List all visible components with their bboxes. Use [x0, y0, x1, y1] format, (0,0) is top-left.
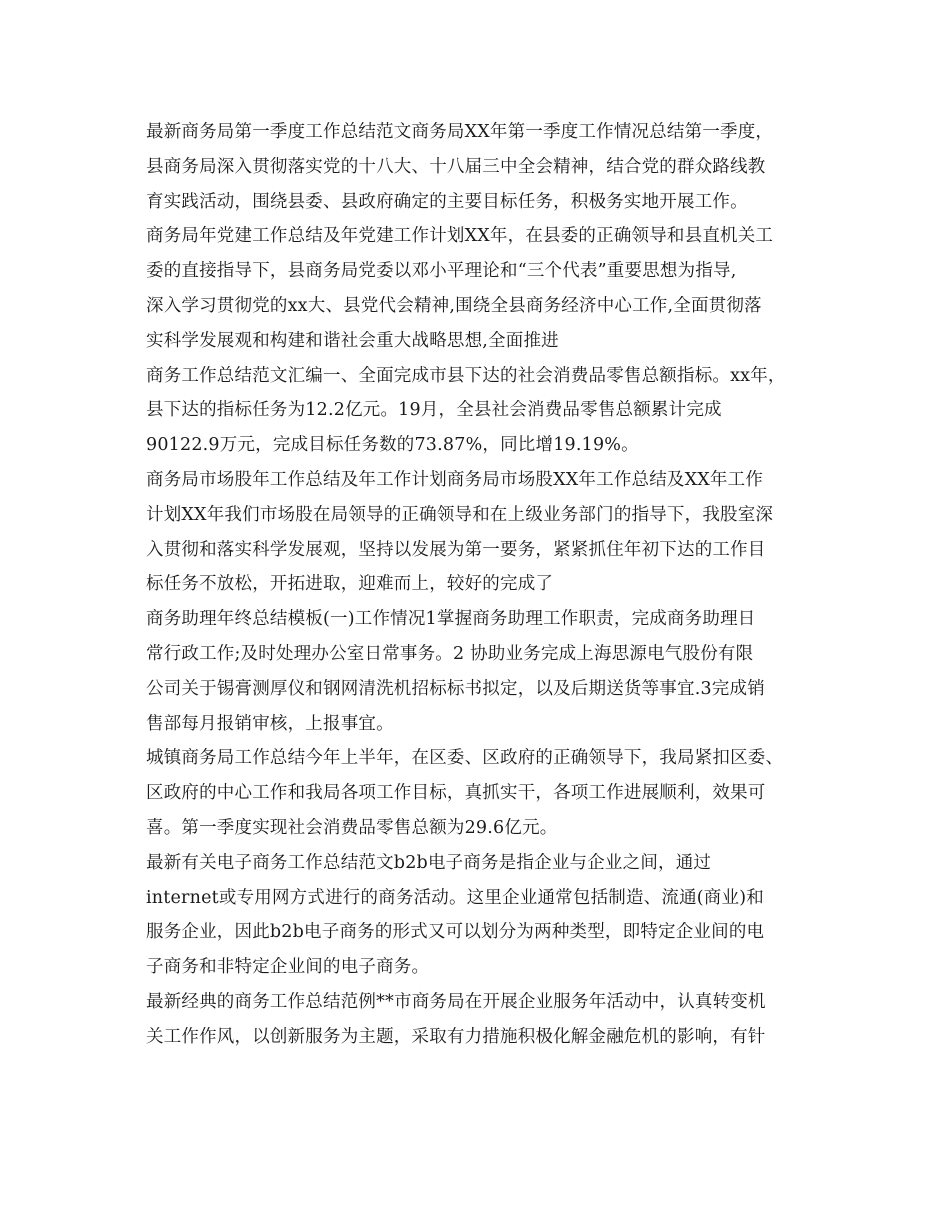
- text-line: 县下达的指标任务为12.2亿元。19月，全县社会消费品零售总额累计完成: [146, 400, 722, 421]
- text-line: 育实践活动，围绕县委、县政府确定的主要目标任务，积极务实地开展工作。: [146, 191, 748, 212]
- text-line: 实科学发展观和构建和谐社会重大战略思想,全面推进: [146, 330, 559, 351]
- text-line: 子商务和非特定企业间的电子商务。: [146, 957, 430, 978]
- text-line: 县商务局深入贯彻落实党的十八大、十八届三中全会精神，结合党的群众路线教: [146, 156, 766, 177]
- paragraph-7: [146, 846, 810, 985]
- paragraph-8: [146, 985, 810, 1055]
- text-line: 关工作作风，以创新服务为主题，采取有力措施积极化解金融危机的影响，有针: [146, 1026, 766, 1047]
- text-line: 服务企业，因此b2b电子商务的形式又可以划分为两种类型，即特定企业间的电: [146, 922, 765, 943]
- paragraph-5: [146, 602, 810, 741]
- text-line: 最新商务局第一季度工作总结范文商务局XX年第一季度工作情况总结第一季度，: [146, 122, 774, 142]
- text-line: internet或专用网方式进行的商务活动。这里企业通常包括制造、流通(商业)和: [146, 887, 764, 908]
- text-line: 商务助理年终总结模板(一)工作情况1掌握商务助理工作职责，完成商务助理日: [146, 609, 756, 630]
- text-line: 90122.9万元，完成目标任务数的73.87%，同比增19.19%。: [146, 435, 639, 456]
- paragraph-1: [146, 115, 810, 219]
- paragraph-6: [146, 741, 810, 845]
- text-line: 公司关于锡膏测厚仪和钢网清洗机招标标书拟定，以及后期送货等事宜.3完成销: [146, 678, 765, 699]
- text-line: 喜。第一季度实现社会消费品零售总额为29.6亿元。: [146, 817, 558, 838]
- text-line: 入贯彻和落实科学发展观，坚持以发展为第一要务，紧紧抓住年初下达的工作目: [146, 539, 766, 560]
- paragraph-2: [146, 219, 810, 358]
- paragraph-4: [146, 463, 810, 602]
- text-line: 区政府的中心工作和我局各项工作目标，真抓实干，各项工作进展顺利，效果可: [146, 783, 766, 804]
- text-line: 商务局市场股年工作总结及年工作计划商务局市场股XX年工作总结及XX年工作: [146, 469, 764, 490]
- text-line: 计划XX年我们市场股在局领导的正确领导和在上级业务部门的指导下，我股室深: [146, 504, 774, 525]
- document-body: [146, 115, 810, 1055]
- text-line: 委的直接指导下，县商务局党委以邓小平理论和“三个代表”重要思想为指导,: [146, 261, 737, 282]
- paragraph-3: [146, 359, 810, 463]
- text-line: 深入学习贯彻党的xx大、县党代会精神,围绕全县商务经济中心工作,全面贯彻落: [146, 295, 762, 316]
- text-line: 最新有关电子商务工作总结范文b2b电子商务是指企业与企业之间，通过: [146, 852, 712, 873]
- text-line: 常行政工作;及时处理办公室日常事务。2 协助业务完成上海思源电气股份有限: [146, 643, 754, 664]
- text-line: 标任务不放松，开拓进取，迎难而上，较好的完成了: [146, 574, 554, 595]
- text-line: 城镇商务局工作总结今年上半年，在区委、区政府的正确领导下，我局紧扣区委、: [146, 748, 784, 769]
- text-line: 商务局年党建工作总结及年党建工作计划XX年，在县委的正确领导和县直机关工: [146, 226, 774, 247]
- text-line: 最新经典的商务工作总结范例**市商务局在开展企业服务年活动中，认真转变机: [146, 991, 766, 1012]
- text-line: 商务工作总结范文汇编一、全面完成市县下达的社会消费品零售总额指标。xx年，: [146, 365, 786, 386]
- text-line: 售部每月报销审核，上报事宜。: [146, 713, 394, 734]
